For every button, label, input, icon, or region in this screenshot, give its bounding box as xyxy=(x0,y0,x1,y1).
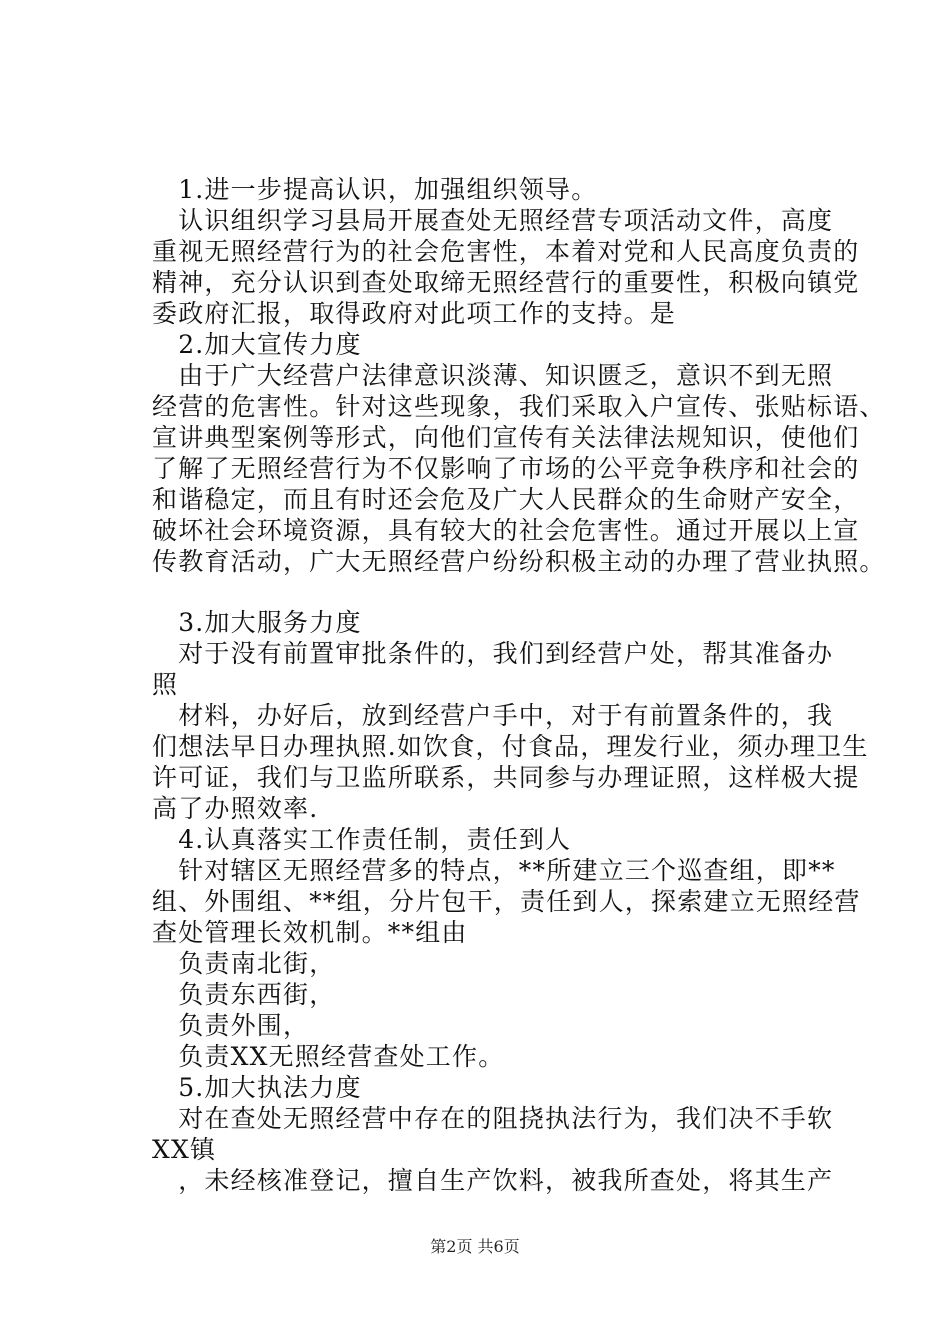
paragraph-line: 照 xyxy=(152,670,179,699)
paragraph-line: 对于没有前置审批条件的，我们到经营户处，帮其准备办 xyxy=(152,639,834,668)
heading-2: 2.加大宣传力度 xyxy=(152,330,362,359)
paragraph-line: 查处管理长效机制。**组由 xyxy=(152,918,468,947)
paragraph-line: 宣讲典型案例等形式，向他们宣传有关法律法规知识，使他们 xyxy=(152,423,860,452)
paragraph-line: 破坏社会环境资源，具有较大的社会危害性。通过开展以上宣 xyxy=(152,516,860,545)
paragraph-line: 高了办照效率. xyxy=(152,794,319,823)
heading-3: 3.加大服务力度 xyxy=(152,608,362,637)
paragraph-line: 委政府汇报，取得政府对此项工作的支持。是 xyxy=(152,299,677,328)
paragraph-line: 和谐稳定，而且有时还会危及广大人民群众的生命财产安全， xyxy=(152,485,860,514)
paragraph-line: XX镇 xyxy=(152,1135,217,1164)
paragraph-line: 组、外围组、**组，分片包干，责任到人，探索建立无照经营 xyxy=(152,887,861,916)
paragraph-line: 针对辖区无照经营多的特点，**所建立三个巡查组，即** xyxy=(152,856,836,885)
paragraph-line: 认识组织学习县局开展查处无照经营专项活动文件，高度 xyxy=(152,206,834,235)
paragraph-line: 们想法早日办理执照.如饮食，付食品，理发行业，须办理卫生 xyxy=(152,732,869,761)
heading-5: 5.加大执法力度 xyxy=(152,1073,362,1102)
paragraph-line: 由于广大经营户法律意识淡薄、知识匮乏，意识不到无照 xyxy=(152,361,834,390)
paragraph-line: 了解了无照经营行为不仅影响了市场的公平竞争秩序和社会的 xyxy=(152,454,860,483)
paragraph-line: ，未经核准登记，擅自生产饮料，被我所查处，将其生产 xyxy=(152,1166,834,1195)
paragraph-line: 对在查处无照经营中存在的阻挠执法行为，我们决不手软 xyxy=(152,1104,834,1133)
paragraph-line: 重视无照经营行为的社会危害性，本着对党和人民高度负责的 xyxy=(152,237,860,266)
heading-4: 4.认真落实工作责任制，责任到人 xyxy=(152,825,572,854)
paragraph-line: 材料，办好后，放到经营户手中，对于有前置条件的，我 xyxy=(152,701,834,730)
paragraph-line: 负责XX无照经营查处工作。 xyxy=(152,1042,505,1071)
page-number-footer: 第2页 共6页 xyxy=(430,1237,520,1256)
paragraph-line: 负责外围， xyxy=(152,1011,310,1040)
heading-1: 1.进一步提高认识，加强组织领导。 xyxy=(152,175,598,204)
paragraph-line: 许可证，我们与卫监所联系，共同参与办理证照，这样极大提 xyxy=(152,763,860,792)
paragraph-line: 负责南北街， xyxy=(152,949,336,978)
paragraph-line: 精神，充分认识到查处取缔无照经营行的重要性，积极向镇党 xyxy=(152,268,860,297)
paragraph-line: 传教育活动，广大无照经营户纷纷积极主动的办理了营业执照。 xyxy=(152,547,886,576)
paragraph-line: 负责东西街， xyxy=(152,980,336,1009)
paragraph-line: 经营的危害性。针对这些现象，我们采取入户宣传、张贴标语、 xyxy=(152,392,886,421)
